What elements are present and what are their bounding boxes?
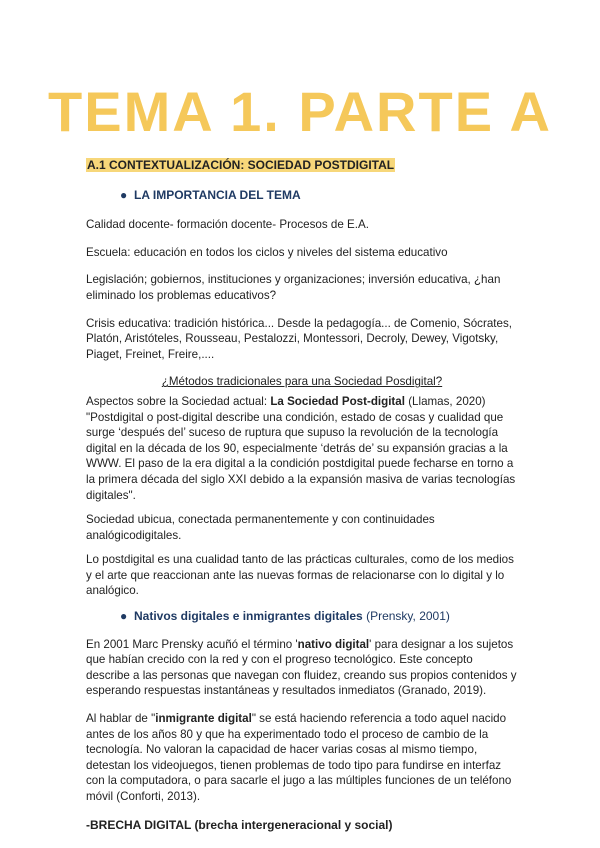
bullet-label: LA IMPORTANCIA DEL TEMA (134, 187, 301, 202)
bullet-dot-icon: ● (120, 187, 128, 202)
bullet-nativos (120, 609, 518, 625)
document-title: TEMA 1. PARTE A (48, 80, 552, 143)
nativos-bold: nativo digital (297, 637, 370, 651)
inmigrantes-bold: inmigrante digital (155, 712, 252, 726)
paragraph-postdigital: Lo postdigital es una cualidad tanto de las prácticas culturales, como de los medios y el arte que reaccionan ante las nuevas formas de relacionarse con lo digital y lo analógico. (86, 553, 514, 598)
title-block (0, 80, 600, 144)
document-body (86, 158, 518, 833)
paragraph-inmigrantes (86, 711, 518, 805)
aspectos-ref: (Llamas, 2020) (404, 394, 486, 408)
bullet-ref: (Prensky, 2001) (362, 609, 450, 624)
bullet-importancia (120, 188, 518, 204)
paragraph-nativos (86, 637, 518, 699)
paragraph-escuela: Escuela: educación en todos los ciclos y niveles del sistema educativo (86, 245, 448, 259)
paragraph-calidad: Calidad docente- formación docente- Procesos de E.A. (86, 218, 369, 232)
aspectos-quote: "Postdigital o post-digital describe una condición, estado de cosas y cualidad que surge ‘después del’ suceso de ruptura que supuso la revolución de la tecnología digital en la década de los 90, especialmente ‘detrás de’ su expansión gracias a la WWW. El paso de la era digital a la condición postdigital puede fecharse en torno a la primera década del siglo XXI debido a la expansión masiva de varias tecnologías digitales". (86, 410, 516, 502)
nativos-before: En 2001 Marc Prensky acuñó el término ' (86, 637, 298, 651)
inmigrantes-after: " se está haciendo referencia a todo aquel nacido antes de los años 80 y que ha experimentado todo el proceso de cambio de la tecnología. No valoran la capacidad de hacer varias cosas al mismo tiempo, detestan los videojuegos, tienen problemas de todo tipo para fundirse en interfaz con la computadora, o para sacarle el jugo a las múltiples funciones de un teléfono móvil (Conforti, 2013). (86, 712, 512, 803)
nativos-after: ' para designar a los sujetos que habían crecido con la red y con el progreso tecnológico. Este concepto describe a las personas que navegan con fluidez, creando sus propios contenidos y esperando respuestas instantáneas y resultados inmediatos (Granado, 2019). (86, 637, 517, 698)
paragraph-crisis: Crisis educativa: tradición histórica... Desde la pedagogía... de Comenio, Sócrates, Platón, Aristóteles, Rousseau, Pestalozzi, Montessori, Decroly, Dewey, Vigotsky, Piaget, Freinet, Freire,.... (86, 316, 512, 361)
paragraph-aspectos (86, 394, 518, 503)
paragraph-legislacion: Legislación; gobiernos, instituciones y organizaciones; inversión educativa, ¿han eliminado los problemas educativos? (86, 273, 501, 302)
brecha-heading: -BRECHA DIGITAL (brecha intergeneracional y social) (86, 817, 393, 832)
section-heading: A.1 CONTEXTUALIZACIÓN: SOCIEDAD POSTDIGITAL (87, 158, 395, 172)
bullet-dot-icon: ● (120, 609, 128, 624)
bullet-label: Nativos digitales e inmigrantes digitales (134, 609, 363, 624)
aspectos-prefix: Aspectos sobre la Sociedad actual: (86, 394, 271, 408)
question-heading: ¿Métodos tradicionales para una Sociedad Posdigital? (161, 375, 443, 389)
aspectos-bold: La Sociedad Post-digital (270, 394, 405, 408)
inmigrantes-before: Al hablar de " (86, 712, 156, 726)
paragraph-ubicua: Sociedad ubicua, conectada permanentemente y con continuidades analógicodigitales. (86, 513, 435, 542)
